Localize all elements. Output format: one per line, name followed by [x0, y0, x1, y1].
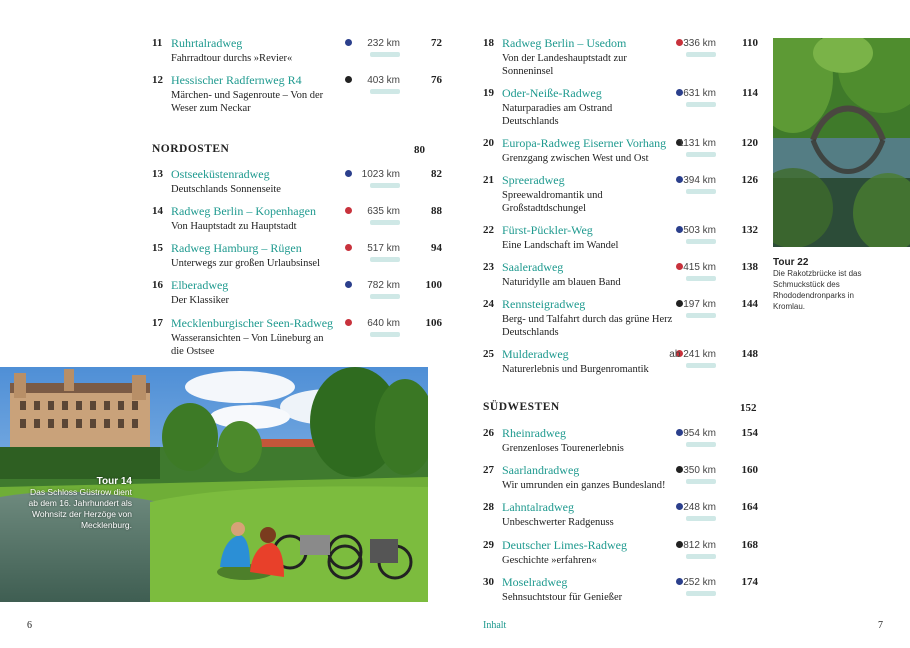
tour-distance: 631 km [683, 88, 716, 99]
tour-distance: 248 km [683, 502, 716, 513]
tour-number: 27 [483, 464, 494, 476]
page-number[interactable]: 132 [741, 224, 758, 236]
difficulty-dot-icon [345, 244, 352, 251]
toc-entry-28[interactable] [483, 501, 758, 531]
tour-distance: 336 km [683, 38, 716, 49]
toc-entry-17[interactable] [152, 316, 442, 357]
tour-number: 30 [483, 576, 494, 588]
tour-title[interactable]: Radweg Hamburg – Rügen [171, 241, 302, 255]
distance-bar [686, 516, 716, 521]
toc-entry-18[interactable] [483, 36, 758, 77]
tour-title[interactable]: Deutscher Limes-Radweg [502, 538, 627, 552]
difficulty-dot-icon [345, 39, 352, 46]
bridge-lake-image [773, 38, 910, 247]
page-number[interactable]: 82 [431, 168, 442, 180]
distance-bar [370, 257, 400, 262]
distance-bar [370, 220, 400, 225]
toc-entry-11[interactable] [152, 37, 442, 67]
difficulty-dot-icon [345, 281, 352, 288]
distance-bar [686, 189, 716, 194]
page-number[interactable]: 88 [431, 205, 442, 217]
page-number[interactable]: 94 [431, 242, 442, 254]
tour-number: 20 [483, 137, 494, 149]
difficulty-dot-icon [676, 466, 683, 473]
tour-title[interactable]: Lahntalradweg [502, 500, 574, 514]
tour-subtitle: Grenzenloses Tourenerlebnis [502, 443, 624, 454]
difficulty-dot-icon [345, 319, 352, 326]
tour-subtitle: Naturerlebnis und Burgenromantik [502, 364, 649, 375]
distance-bar [686, 102, 716, 107]
distance-bar [370, 89, 400, 94]
toc-entry-27[interactable] [483, 464, 758, 494]
tour-number: 14 [152, 205, 163, 217]
tour-title[interactable]: Saaleradweg [502, 260, 564, 274]
difficulty-dot-icon [676, 263, 683, 270]
toc-entry-23[interactable] [483, 261, 758, 291]
page-number[interactable]: 126 [741, 174, 758, 186]
page-number[interactable]: 72 [431, 37, 442, 49]
page-number[interactable]: 154 [741, 427, 758, 439]
difficulty-dot-icon [345, 76, 352, 83]
difficulty-dot-icon [676, 429, 683, 436]
tour-title[interactable]: Mulderadweg [502, 347, 569, 361]
tour-number: 26 [483, 427, 494, 439]
difficulty-dot-icon [676, 578, 683, 585]
tour-subtitle: Spreewaldromantik und Großstadtdschungel [502, 190, 603, 214]
tour-number: 28 [483, 501, 494, 513]
tour-title[interactable]: Rennsteigradweg [502, 297, 586, 311]
distance-bar [370, 183, 400, 188]
difficulty-dot-icon [676, 541, 683, 548]
tour-title[interactable]: Ostseeküstenradweg [171, 167, 270, 181]
tour-number: 12 [152, 74, 163, 86]
tour-subtitle: Berg- und Talfahrt durch das grüne Herz Deutschlands [502, 314, 673, 338]
tour-subtitle: Von der Landeshauptstadt zur Sonneninsel [502, 53, 627, 77]
tour-title[interactable]: Fürst-Pückler-Weg [502, 223, 593, 237]
tour-number: 11 [152, 37, 163, 49]
tour-distance: 503 km [683, 225, 716, 236]
tour-title[interactable]: Ruhrtalradweg [171, 36, 243, 50]
page-number[interactable]: 138 [741, 261, 758, 273]
difficulty-dot-icon [345, 207, 352, 214]
caption-tour-14 [20, 476, 132, 531]
distance-bar [686, 52, 716, 57]
distance-bar [686, 152, 716, 157]
page-number[interactable]: 114 [742, 87, 758, 99]
section-heading-nordosten: NORDOSTEN [152, 143, 230, 155]
distance-bar [686, 363, 716, 368]
tour-subtitle: Von Hauptstadt zu Hauptstadt [171, 221, 297, 232]
tour-number: 19 [483, 87, 494, 99]
tour-distance: 197 km [683, 299, 716, 310]
toc-entry-16[interactable] [152, 279, 442, 309]
footer-page-left: 6 [27, 620, 32, 631]
tour-distance: 640 km [367, 318, 400, 329]
distance-bar [370, 52, 400, 57]
tour-subtitle: Der Klassiker [171, 295, 230, 306]
page-number[interactable]: 76 [431, 74, 442, 86]
tour-title[interactable]: Rheinradweg [502, 426, 566, 440]
section-page-suedwesten[interactable]: 152 [740, 402, 757, 414]
tour-title[interactable]: Saarlandradweg [502, 463, 580, 477]
section-heading-suedwesten: SÜDWESTEN [483, 401, 560, 413]
toc-entry-30[interactable] [483, 576, 758, 606]
page-number[interactable]: 100 [425, 279, 442, 291]
difficulty-dot-icon [676, 89, 683, 96]
tour-distance: 252 km [683, 577, 716, 588]
tour-subtitle: Märchen- und Sagenroute – Von der Weser zum Neckar [171, 90, 324, 114]
tour-title[interactable]: Mecklenburgischer Seen-Radweg [171, 316, 334, 330]
tour-title[interactable]: Europa-Radweg Eiserner Vorhang [502, 136, 667, 150]
caption-text: Das Schloss Güstrow dient ab dem 16. Jahrhundert als Wohnsitz der Herzöge von Mecklenburg. [28, 487, 132, 530]
toc-entry-20[interactable] [483, 137, 758, 167]
tour-number: 24 [483, 298, 494, 310]
tour-subtitle: Eine Landschaft im Wandel [502, 240, 619, 251]
distance-bar [686, 591, 716, 596]
tour-distance: 954 km [683, 428, 716, 439]
page-number[interactable]: 144 [741, 298, 758, 310]
toc-entry-12[interactable] [152, 73, 442, 114]
tour-subtitle: Unterwegs zur großen Urlaubsinsel [171, 258, 320, 269]
tour-distance: 1131 km [678, 138, 716, 149]
caption-title: Tour 22 [773, 257, 809, 268]
difficulty-dot-icon [676, 176, 683, 183]
distance-bar [686, 313, 716, 318]
tour-title[interactable]: Hessischer Radfernweg R4 [171, 73, 302, 87]
tour-number: 13 [152, 168, 163, 180]
section-page-nordosten[interactable]: 80 [414, 144, 425, 156]
tour-distance: 1023 km [361, 169, 400, 180]
tour-subtitle: Deutschlands Sonnenseite [171, 184, 281, 195]
tour-distance: 812 km [683, 540, 716, 551]
toc-entry-24[interactable] [483, 297, 758, 338]
tour-subtitle: Geschichte »erfahren« [502, 555, 597, 566]
caption-tour-22 [773, 257, 888, 312]
tour-subtitle: Naturparadies am Ostrand Deutschlands [502, 103, 613, 127]
tour-number: 15 [152, 242, 163, 254]
tour-title[interactable]: Moselradweg [502, 575, 568, 589]
tour-subtitle: Wasseransichten – Von Lüneburg an die Ostsee [171, 333, 324, 357]
toc-entry-14[interactable] [152, 205, 442, 235]
tour-number: 16 [152, 279, 163, 291]
difficulty-dot-icon [676, 226, 683, 233]
toc-entry-26[interactable] [483, 427, 758, 457]
toc-entry-15[interactable] [152, 242, 442, 272]
tour-subtitle: Fahrradtour durchs »Revier« [171, 53, 293, 64]
toc-entry-22[interactable] [483, 224, 758, 254]
tour-distance: 403 km [367, 75, 400, 86]
toc-entry-25[interactable] [483, 348, 758, 378]
distance-bar [686, 442, 716, 447]
tour-subtitle: Unbeschwerter Radgenuss [502, 517, 614, 528]
tour-title[interactable]: Oder-Neiße-Radweg [502, 86, 602, 100]
page-number[interactable]: 120 [741, 137, 758, 149]
tour-distance: 517 km [367, 243, 400, 254]
toc-entry-19[interactable] [483, 86, 758, 127]
toc-entry-13[interactable] [152, 168, 442, 198]
distance-bar [370, 294, 400, 299]
page-number[interactable]: 148 [741, 348, 758, 360]
tour-number: 22 [483, 224, 494, 236]
page-number[interactable]: 106 [425, 317, 442, 329]
tour-distance: 415 km [683, 262, 716, 273]
tour-number: 21 [483, 174, 494, 186]
page-number[interactable]: 174 [741, 576, 758, 588]
tour-number: 23 [483, 261, 494, 273]
tour-number: 29 [483, 539, 494, 551]
distance-bar [370, 332, 400, 337]
tour-subtitle: Wir umrunden ein ganzes Bundesland! [502, 480, 666, 491]
tour-number: 17 [152, 317, 163, 329]
distance-bar [686, 479, 716, 484]
tour-number: 18 [483, 37, 494, 49]
tour-subtitle: Sehnsuchtstour für Genießer [502, 592, 623, 603]
caption-title: Tour 14 [96, 476, 132, 487]
tour-title[interactable]: Radweg Berlin – Usedom [502, 36, 627, 50]
tour-number: 25 [483, 348, 494, 360]
tour-distance: 232 km [367, 38, 400, 49]
tour-title[interactable]: Elberadweg [171, 278, 229, 292]
tour-distance: 394 km [683, 175, 716, 186]
distance-bar [686, 554, 716, 559]
tour-distance: 635 km [367, 206, 400, 217]
tour-distance: ab 241 km [669, 349, 716, 360]
tour-subtitle: Grenzgang zwischen West und Ost [502, 153, 649, 164]
toc-entry-21[interactable] [483, 173, 758, 214]
difficulty-dot-icon [676, 503, 683, 510]
toc-entry-29[interactable] [483, 539, 758, 569]
tour-distance: 782 km [367, 280, 400, 291]
tour-title[interactable]: Spreeradweg [502, 173, 565, 187]
footer-title: Inhalt [483, 620, 507, 631]
tour-subtitle: Naturidylle am blauen Band [502, 277, 621, 288]
photo-rakotzbruecke [773, 38, 910, 247]
tour-title[interactable]: Radweg Berlin – Kopenhagen [171, 204, 316, 218]
difficulty-dot-icon [345, 170, 352, 177]
difficulty-dot-icon [676, 39, 683, 46]
tour-distance: 350 km [683, 465, 716, 476]
page-number[interactable]: 164 [741, 501, 758, 513]
caption-text: Die Rakotzbrücke ist das Schmuckstück des Rhododendronparks in Kromlau. [773, 269, 862, 311]
page-number[interactable]: 160 [741, 464, 758, 476]
page-number[interactable]: 168 [741, 539, 758, 551]
page-number[interactable]: 110 [742, 37, 758, 49]
difficulty-dot-icon [676, 300, 683, 307]
footer-page-right: 7 [878, 620, 883, 631]
distance-bar [686, 239, 716, 244]
distance-bar [686, 276, 716, 281]
